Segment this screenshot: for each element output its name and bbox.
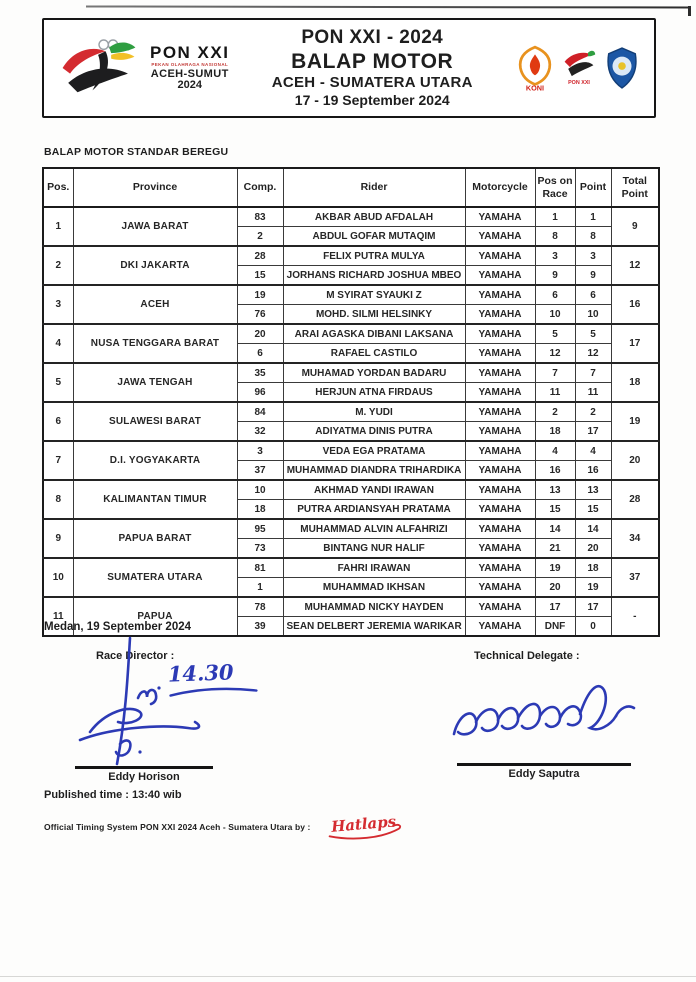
pos-cell: 1 bbox=[43, 207, 73, 246]
motorcycle-cell: YAMAHA bbox=[465, 344, 535, 364]
rider-cell: VEDA EGA PRATAMA bbox=[283, 441, 465, 461]
comp-cell: 19 bbox=[237, 285, 283, 305]
pos-on-race-cell: 13 bbox=[535, 480, 575, 500]
technical-delegate-signature bbox=[448, 676, 648, 758]
rider-cell: SEAN DELBERT JEREMIA WARIKAR bbox=[283, 617, 465, 637]
section-title: BALAP MOTOR STANDAR BEREGU bbox=[44, 146, 229, 158]
rider-cell: FAHRI IRAWAN bbox=[283, 558, 465, 578]
technical-delegate-label: Technical Delegate : bbox=[474, 650, 580, 662]
comp-cell: 73 bbox=[237, 539, 283, 559]
pos-cell: 4 bbox=[43, 324, 73, 363]
pos-cell: 3 bbox=[43, 285, 73, 324]
motorcycle-cell: YAMAHA bbox=[465, 324, 535, 344]
pon-xxi-mini-logo bbox=[561, 45, 597, 91]
point-cell: 0 bbox=[575, 617, 611, 637]
pon-xxi-logo-text bbox=[150, 44, 229, 92]
pon-logo-year: 2024 bbox=[177, 79, 202, 92]
comp-cell: 96 bbox=[237, 383, 283, 403]
pos-cell: 7 bbox=[43, 441, 73, 480]
motorcycle-cell: YAMAHA bbox=[465, 246, 535, 266]
rider-cell: ARAI AGASKA DIBANI LAKSANA bbox=[283, 324, 465, 344]
results-table bbox=[42, 167, 660, 637]
rider-cell: ADIYATMA DINIS PUTRA bbox=[283, 422, 465, 442]
pos-on-race-cell: 4 bbox=[535, 441, 575, 461]
column-header: Pos. bbox=[43, 168, 73, 207]
rider-cell: ABDUL GOFAR MUTAQIM bbox=[283, 227, 465, 247]
pos-on-race-cell: 2 bbox=[535, 402, 575, 422]
table-row bbox=[43, 363, 659, 383]
point-cell: 2 bbox=[575, 402, 611, 422]
rider-cell: AKBAR ABUD AFDALAH bbox=[283, 207, 465, 227]
column-header: Rider bbox=[283, 168, 465, 207]
comp-cell: 6 bbox=[237, 344, 283, 364]
pos-on-race-cell: 16 bbox=[535, 461, 575, 481]
comp-cell: 39 bbox=[237, 617, 283, 637]
point-cell: 16 bbox=[575, 461, 611, 481]
technical-delegate-name: Eddy Saputra bbox=[508, 768, 580, 780]
rider-cell: RAFAEL CASTILO bbox=[283, 344, 465, 364]
total-point-cell: 18 bbox=[611, 363, 659, 402]
koni-logo bbox=[515, 44, 555, 92]
province-cell: KALIMANTAN TIMUR bbox=[73, 480, 237, 519]
comp-cell: 3 bbox=[237, 441, 283, 461]
table-row bbox=[43, 558, 659, 578]
motorcycle-cell: YAMAHA bbox=[465, 266, 535, 286]
province-cell: JAWA BARAT bbox=[73, 207, 237, 246]
motorcycle-cell: YAMAHA bbox=[465, 597, 535, 617]
rider-cell: M. YUDI bbox=[283, 402, 465, 422]
motorcycle-cell: YAMAHA bbox=[465, 578, 535, 598]
pos-on-race-cell: 20 bbox=[535, 578, 575, 598]
handwritten-underline bbox=[168, 684, 260, 699]
pos-cell: 9 bbox=[43, 519, 73, 558]
pos-on-race-cell: 18 bbox=[535, 422, 575, 442]
total-point-cell: 34 bbox=[611, 519, 659, 558]
point-cell: 10 bbox=[575, 305, 611, 325]
total-point-cell: 19 bbox=[611, 402, 659, 441]
title-location: ACEH - SUMATERA UTARA bbox=[271, 74, 473, 92]
point-cell: 6 bbox=[575, 285, 611, 305]
right-logos-block bbox=[515, 44, 641, 92]
rider-cell: MUHAMMAD NICKY HAYDEN bbox=[283, 597, 465, 617]
point-cell: 8 bbox=[575, 227, 611, 247]
pos-cell: 6 bbox=[43, 402, 73, 441]
point-cell: 7 bbox=[575, 363, 611, 383]
table-row bbox=[43, 285, 659, 305]
motorcycle-cell: YAMAHA bbox=[465, 402, 535, 422]
rider-cell: MOHD. SILMI HELSINKY bbox=[283, 305, 465, 325]
table-row bbox=[43, 207, 659, 227]
comp-cell: 20 bbox=[237, 324, 283, 344]
comp-cell: 1 bbox=[237, 578, 283, 598]
pos-on-race-cell: 1 bbox=[535, 207, 575, 227]
technical-delegate-signature-line bbox=[457, 763, 631, 766]
motorcycle-cell: YAMAHA bbox=[465, 305, 535, 325]
total-point-cell: - bbox=[611, 597, 659, 636]
pon-xxi-bird-logo bbox=[57, 36, 141, 100]
scan-edge-line-bottom bbox=[0, 976, 696, 977]
province-cell: JAWA TENGAH bbox=[73, 363, 237, 402]
motorcycle-cell: YAMAHA bbox=[465, 519, 535, 539]
pos-on-race-cell: 11 bbox=[535, 383, 575, 403]
point-cell: 3 bbox=[575, 246, 611, 266]
pos-on-race-cell: 14 bbox=[535, 519, 575, 539]
column-header: Total Point bbox=[611, 168, 659, 207]
rider-cell: HERJUN ATNA FIRDAUS bbox=[283, 383, 465, 403]
pos-cell: 8 bbox=[43, 480, 73, 519]
rider-cell: MUHAMAD YORDAN BADARU bbox=[283, 363, 465, 383]
pos-cell: 10 bbox=[43, 558, 73, 597]
column-header: Point bbox=[575, 168, 611, 207]
title-event: PON XXI - 2024 bbox=[301, 27, 444, 49]
province-cell: PAPUA bbox=[73, 597, 237, 636]
comp-cell: 15 bbox=[237, 266, 283, 286]
province-cell: SUMATERA UTARA bbox=[73, 558, 237, 597]
point-cell: 19 bbox=[575, 578, 611, 598]
point-cell: 11 bbox=[575, 383, 611, 403]
pos-on-race-cell: DNF bbox=[535, 617, 575, 637]
motorcycle-cell: YAMAHA bbox=[465, 461, 535, 481]
pos-on-race-cell: 10 bbox=[535, 305, 575, 325]
race-director-label: Race Director : bbox=[96, 650, 175, 662]
rider-cell: MUHAMMAD DIANDRA TRIHARDIKA bbox=[283, 461, 465, 481]
document-title-block bbox=[237, 27, 507, 108]
hatlaps-logo-text: Hatlaps bbox=[331, 812, 398, 836]
place-date: Medan, 19 September 2024 bbox=[44, 621, 192, 633]
province-cell: PAPUA BARAT bbox=[73, 519, 237, 558]
motorcycle-cell: YAMAHA bbox=[465, 227, 535, 247]
pos-on-race-cell: 21 bbox=[535, 539, 575, 559]
point-cell: 18 bbox=[575, 558, 611, 578]
pos-on-race-cell: 7 bbox=[535, 363, 575, 383]
comp-cell: 76 bbox=[237, 305, 283, 325]
total-point-cell: 9 bbox=[611, 207, 659, 246]
comp-cell: 37 bbox=[237, 461, 283, 481]
rider-cell: BINTANG NUR HALIF bbox=[283, 539, 465, 559]
imi-shield-logo bbox=[603, 45, 641, 91]
race-director-name: Eddy Horison bbox=[108, 771, 180, 783]
comp-cell: 18 bbox=[237, 500, 283, 520]
point-cell: 1 bbox=[575, 207, 611, 227]
total-point-cell: 20 bbox=[611, 441, 659, 480]
comp-cell: 81 bbox=[237, 558, 283, 578]
pos-on-race-cell: 5 bbox=[535, 324, 575, 344]
table-row bbox=[43, 597, 659, 617]
province-cell: D.I. YOGYAKARTA bbox=[73, 441, 237, 480]
pos-cell: 5 bbox=[43, 363, 73, 402]
rider-cell: M SYIRAT SYAUKI Z bbox=[283, 285, 465, 305]
pon-xxi-logo-block bbox=[57, 36, 229, 100]
pos-on-race-cell: 6 bbox=[535, 285, 575, 305]
motorcycle-cell: YAMAHA bbox=[465, 422, 535, 442]
pos-on-race-cell: 9 bbox=[535, 266, 575, 286]
motorcycle-cell: YAMAHA bbox=[465, 441, 535, 461]
motorcycle-cell: YAMAHA bbox=[465, 558, 535, 578]
total-point-cell: 37 bbox=[611, 558, 659, 597]
rider-cell: AKHMAD YANDI IRAWAN bbox=[283, 480, 465, 500]
rider-cell: FELIX PUTRA MULYA bbox=[283, 246, 465, 266]
pos-on-race-cell: 3 bbox=[535, 246, 575, 266]
pos-cell: 2 bbox=[43, 246, 73, 285]
point-cell: 12 bbox=[575, 344, 611, 364]
comp-cell: 2 bbox=[237, 227, 283, 247]
motorcycle-cell: YAMAHA bbox=[465, 285, 535, 305]
pos-on-race-cell: 19 bbox=[535, 558, 575, 578]
province-cell: ACEH bbox=[73, 285, 237, 324]
total-point-cell: 17 bbox=[611, 324, 659, 363]
pos-on-race-cell: 15 bbox=[535, 500, 575, 520]
total-point-cell: 16 bbox=[611, 285, 659, 324]
province-cell: SULAWESI BARAT bbox=[73, 402, 237, 441]
point-cell: 15 bbox=[575, 500, 611, 520]
rider-cell: PUTRA ARDIANSYAH PRATAMA bbox=[283, 500, 465, 520]
column-header: Province bbox=[73, 168, 237, 207]
point-cell: 4 bbox=[575, 441, 611, 461]
column-header: Motorcycle bbox=[465, 168, 535, 207]
pos-on-race-cell: 8 bbox=[535, 227, 575, 247]
point-cell: 5 bbox=[575, 324, 611, 344]
hatlaps-logo bbox=[324, 810, 408, 844]
table-row bbox=[43, 441, 659, 461]
motorcycle-cell: YAMAHA bbox=[465, 539, 535, 559]
total-point-cell: 28 bbox=[611, 480, 659, 519]
svg-text:KONI: KONI bbox=[525, 83, 545, 92]
comp-cell: 35 bbox=[237, 363, 283, 383]
point-cell: 17 bbox=[575, 597, 611, 617]
svg-text:PON XXI: PON XXI bbox=[568, 80, 590, 87]
timing-credit-row bbox=[44, 810, 408, 844]
column-header: Comp. bbox=[237, 168, 283, 207]
rider-cell: JORHANS RICHARD JOSHUA MBEO bbox=[283, 266, 465, 286]
comp-cell: 28 bbox=[237, 246, 283, 266]
column-header: Pos on Race bbox=[535, 168, 575, 207]
header-box bbox=[42, 18, 656, 118]
title-sport: BALAP MOTOR bbox=[291, 49, 454, 73]
table-header-row bbox=[43, 168, 659, 207]
motorcycle-cell: YAMAHA bbox=[465, 207, 535, 227]
province-cell: DKI JAKARTA bbox=[73, 246, 237, 285]
table-row bbox=[43, 246, 659, 266]
title-dates: 17 - 19 September 2024 bbox=[294, 92, 450, 109]
rider-cell: MUHAMMAD ALVIN ALFAHRIZI bbox=[283, 519, 465, 539]
handwritten-time bbox=[167, 658, 260, 699]
table-row bbox=[43, 324, 659, 344]
motorcycle-cell: YAMAHA bbox=[465, 480, 535, 500]
motorcycle-cell: YAMAHA bbox=[465, 617, 535, 637]
pos-on-race-cell: 17 bbox=[535, 597, 575, 617]
scan-edge-line bbox=[86, 5, 690, 8]
table-row bbox=[43, 519, 659, 539]
comp-cell: 10 bbox=[237, 480, 283, 500]
comp-cell: 83 bbox=[237, 207, 283, 227]
total-point-cell: 12 bbox=[611, 246, 659, 285]
race-director-signature-line bbox=[75, 766, 213, 769]
motorcycle-cell: YAMAHA bbox=[465, 383, 535, 403]
point-cell: 14 bbox=[575, 519, 611, 539]
table-row bbox=[43, 402, 659, 422]
comp-cell: 84 bbox=[237, 402, 283, 422]
rider-cell: MUHAMMAD IKHSAN bbox=[283, 578, 465, 598]
point-cell: 9 bbox=[575, 266, 611, 286]
pos-on-race-cell: 12 bbox=[535, 344, 575, 364]
point-cell: 13 bbox=[575, 480, 611, 500]
pon-logo-title: PON XXI bbox=[150, 43, 230, 63]
handwritten-time-text: 14.30 bbox=[167, 659, 234, 687]
motorcycle-cell: YAMAHA bbox=[465, 500, 535, 520]
pos-cell: 11 bbox=[43, 597, 73, 636]
scan-edge-tick bbox=[688, 6, 691, 16]
published-time: Published time : 13:40 wib bbox=[44, 789, 182, 801]
province-cell: NUSA TENGGARA BARAT bbox=[73, 324, 237, 363]
timing-label: Official Timing System PON XXI 2024 Aceh - Sumatera Utara by : bbox=[44, 822, 311, 832]
table-row bbox=[43, 480, 659, 500]
comp-cell: 32 bbox=[237, 422, 283, 442]
point-cell: 20 bbox=[575, 539, 611, 559]
comp-cell: 78 bbox=[237, 597, 283, 617]
point-cell: 17 bbox=[575, 422, 611, 442]
pon-logo-subtitle: PEKAN OLAHRAGA NASIONAL bbox=[151, 62, 229, 68]
comp-cell: 95 bbox=[237, 519, 283, 539]
pon-logo-region: ACEH-SUMUT bbox=[150, 67, 229, 80]
motorcycle-cell: YAMAHA bbox=[465, 363, 535, 383]
